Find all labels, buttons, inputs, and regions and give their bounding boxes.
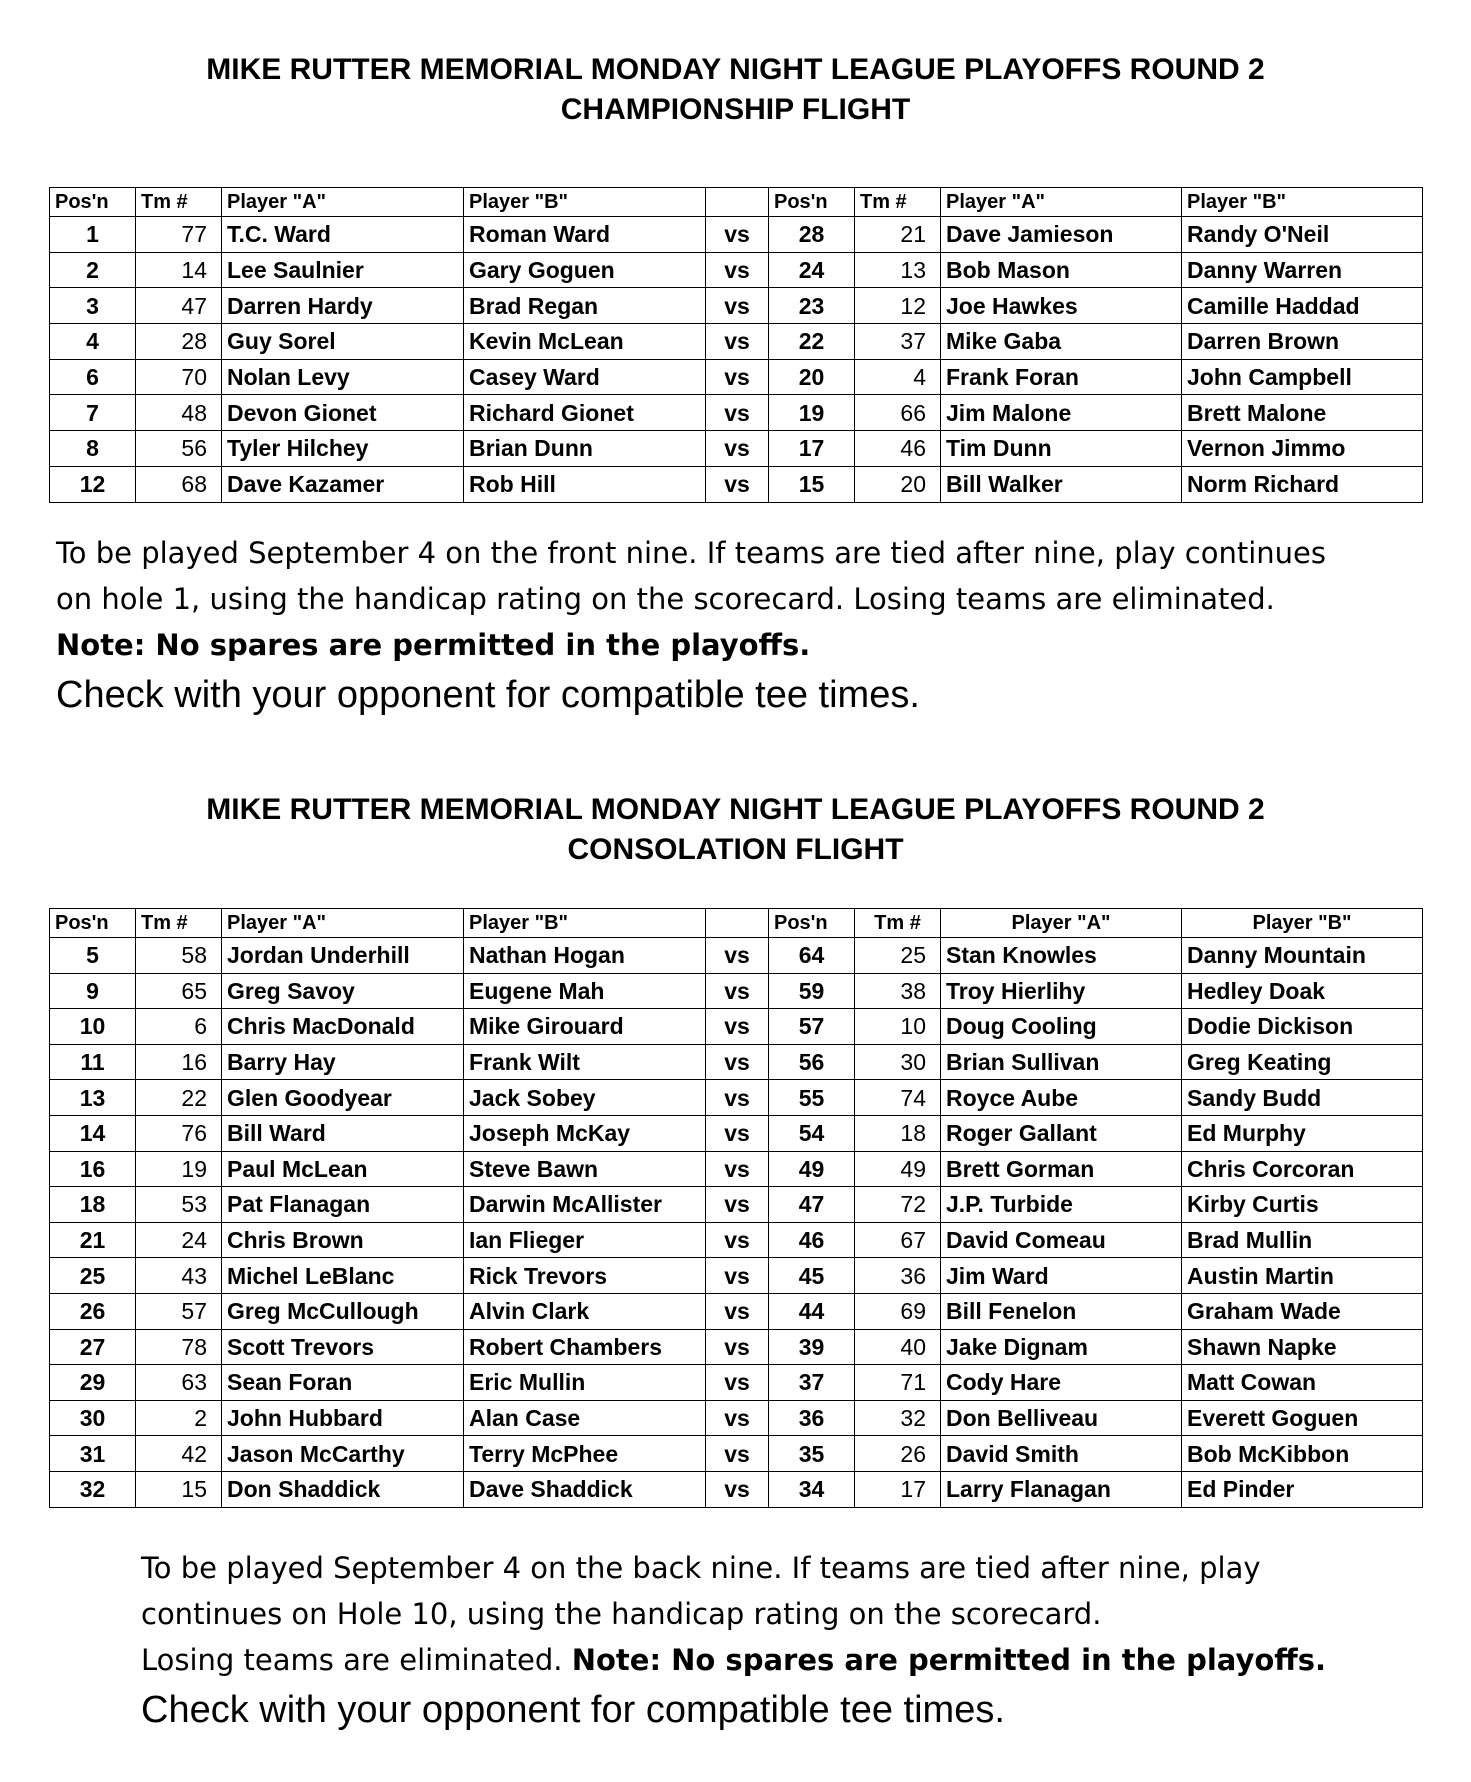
team-number-cell: 77 bbox=[136, 217, 222, 253]
team-number-cell: 47 bbox=[136, 288, 222, 324]
player-b-cell: Steve Bawn bbox=[464, 1151, 706, 1187]
versus-cell: vs bbox=[706, 1080, 769, 1116]
team-number-cell: 2 bbox=[136, 1400, 222, 1436]
opponent-position-cell: 54 bbox=[769, 1115, 855, 1151]
position-cell: 6 bbox=[50, 359, 136, 395]
opponent-player-a-cell: Jim Malone bbox=[941, 395, 1182, 431]
versus-cell: vs bbox=[706, 1365, 769, 1401]
opponent-team-number-cell: 30 bbox=[855, 1044, 941, 1080]
player-a-cell: Chris MacDonald bbox=[222, 1009, 464, 1045]
opponent-position-cell: 28 bbox=[769, 217, 855, 253]
opponent-position-cell: 24 bbox=[769, 252, 855, 288]
table-header-row bbox=[50, 188, 1423, 217]
table-row bbox=[50, 1329, 1423, 1365]
position-cell: 3 bbox=[50, 288, 136, 324]
player-b-cell: Frank Wilt bbox=[464, 1044, 706, 1080]
opponent-player-a-cell: Joe Hawkes bbox=[941, 288, 1182, 324]
consolation-check-note: Check with your opponent for compatible tee times. bbox=[141, 1689, 1005, 1731]
position-cell: 8 bbox=[50, 431, 136, 467]
opponent-position-cell: 17 bbox=[769, 431, 855, 467]
opponent-team-number-cell: 12 bbox=[855, 288, 941, 324]
column-header: Tm # bbox=[136, 188, 222, 217]
team-number-cell: 78 bbox=[136, 1329, 222, 1365]
table-row bbox=[50, 288, 1423, 324]
opponent-position-cell: 59 bbox=[769, 973, 855, 1009]
opponent-player-a-cell: J.P. Turbide bbox=[941, 1187, 1182, 1223]
consolation-title-line1: MIKE RUTTER MEMORIAL MONDAY NIGHT LEAGUE PLAYOFFS ROUND 2 bbox=[206, 793, 1265, 826]
versus-cell: vs bbox=[706, 1400, 769, 1436]
team-number-cell: 14 bbox=[136, 252, 222, 288]
opponent-player-b-cell: Sandy Budd bbox=[1182, 1080, 1423, 1116]
opponent-position-cell: 39 bbox=[769, 1329, 855, 1365]
opponent-player-b-cell: Brad Mullin bbox=[1182, 1222, 1423, 1258]
player-a-cell: Bill Ward bbox=[222, 1115, 464, 1151]
player-b-cell: Robert Chambers bbox=[464, 1329, 706, 1365]
player-b-cell: Eric Mullin bbox=[464, 1365, 706, 1401]
opponent-position-cell: 56 bbox=[769, 1044, 855, 1080]
consolation-note-line2: continues on Hole 10, using the handicap rating on the scorecard. bbox=[141, 1597, 1102, 1631]
player-a-cell: Greg McCullough bbox=[222, 1293, 464, 1329]
versus-cell: vs bbox=[706, 938, 769, 974]
opponent-player-a-cell: Frank Foran bbox=[941, 359, 1182, 395]
opponent-player-b-cell: Chris Corcoran bbox=[1182, 1151, 1423, 1187]
versus-cell: vs bbox=[706, 1222, 769, 1258]
opponent-player-a-cell: Larry Flanagan bbox=[941, 1471, 1182, 1507]
opponent-position-cell: 37 bbox=[769, 1365, 855, 1401]
team-number-cell: 56 bbox=[136, 431, 222, 467]
position-cell: 30 bbox=[50, 1400, 136, 1436]
opponent-player-a-cell: Bill Fenelon bbox=[941, 1293, 1182, 1329]
player-a-cell: T.C. Ward bbox=[222, 217, 464, 253]
position-cell: 14 bbox=[50, 1115, 136, 1151]
player-a-cell: Dave Kazamer bbox=[222, 466, 464, 502]
opponent-position-cell: 49 bbox=[769, 1151, 855, 1187]
team-number-cell: 43 bbox=[136, 1258, 222, 1294]
player-b-cell: Casey Ward bbox=[464, 359, 706, 395]
opponent-player-b-cell: Greg Keating bbox=[1182, 1044, 1423, 1080]
versus-cell: vs bbox=[706, 973, 769, 1009]
opponent-team-number-cell: 13 bbox=[855, 252, 941, 288]
opponent-team-number-cell: 17 bbox=[855, 1471, 941, 1507]
table-row bbox=[50, 1222, 1423, 1258]
column-header: Player "B" bbox=[464, 188, 706, 217]
column-header: Player "B" bbox=[1182, 909, 1423, 938]
player-a-cell: Nolan Levy bbox=[222, 359, 464, 395]
position-cell: 26 bbox=[50, 1293, 136, 1329]
table-row bbox=[50, 431, 1423, 467]
versus-cell: vs bbox=[706, 1471, 769, 1507]
opponent-player-a-cell: Bill Walker bbox=[941, 466, 1182, 502]
championship-title-line2: CHAMPIONSHIP FLIGHT bbox=[560, 93, 911, 126]
team-number-cell: 28 bbox=[136, 324, 222, 360]
position-cell: 7 bbox=[50, 395, 136, 431]
player-a-cell: Guy Sorel bbox=[222, 324, 464, 360]
opponent-team-number-cell: 32 bbox=[855, 1400, 941, 1436]
player-b-cell: Nathan Hogan bbox=[464, 938, 706, 974]
opponent-position-cell: 22 bbox=[769, 324, 855, 360]
table-row bbox=[50, 359, 1423, 395]
column-header bbox=[706, 188, 769, 217]
opponent-position-cell: 35 bbox=[769, 1436, 855, 1472]
position-cell: 18 bbox=[50, 1187, 136, 1223]
column-header: Tm # bbox=[855, 188, 941, 217]
column-header: Player "A" bbox=[941, 909, 1182, 938]
table-row bbox=[50, 324, 1423, 360]
player-b-cell: Richard Gionet bbox=[464, 395, 706, 431]
player-a-cell: Barry Hay bbox=[222, 1044, 464, 1080]
table-row bbox=[50, 1080, 1423, 1116]
team-number-cell: 48 bbox=[136, 395, 222, 431]
opponent-position-cell: 57 bbox=[769, 1009, 855, 1045]
table-row bbox=[50, 938, 1423, 974]
player-a-cell: Tyler Hilchey bbox=[222, 431, 464, 467]
opponent-team-number-cell: 49 bbox=[855, 1151, 941, 1187]
opponent-position-cell: 19 bbox=[769, 395, 855, 431]
opponent-player-a-cell: Doug Cooling bbox=[941, 1009, 1182, 1045]
opponent-team-number-cell: 36 bbox=[855, 1258, 941, 1294]
opponent-team-number-cell: 71 bbox=[855, 1365, 941, 1401]
table-row bbox=[50, 1471, 1423, 1507]
championship-title bbox=[0, 50, 1471, 130]
position-cell: 2 bbox=[50, 252, 136, 288]
versus-cell: vs bbox=[706, 1009, 769, 1045]
team-number-cell: 57 bbox=[136, 1293, 222, 1329]
opponent-player-b-cell: Everett Goguen bbox=[1182, 1400, 1423, 1436]
opponent-player-a-cell: Bob Mason bbox=[941, 252, 1182, 288]
opponent-player-a-cell: David Comeau bbox=[941, 1222, 1182, 1258]
team-number-cell: 68 bbox=[136, 466, 222, 502]
position-cell: 29 bbox=[50, 1365, 136, 1401]
team-number-cell: 65 bbox=[136, 973, 222, 1009]
table-row bbox=[50, 1115, 1423, 1151]
versus-cell: vs bbox=[706, 1293, 769, 1329]
opponent-position-cell: 47 bbox=[769, 1187, 855, 1223]
player-b-cell: Joseph McKay bbox=[464, 1115, 706, 1151]
opponent-player-b-cell: Kirby Curtis bbox=[1182, 1187, 1423, 1223]
position-cell: 9 bbox=[50, 973, 136, 1009]
opponent-player-b-cell: Camille Haddad bbox=[1182, 288, 1423, 324]
opponent-player-b-cell: Bob McKibbon bbox=[1182, 1436, 1423, 1472]
opponent-player-a-cell: Jake Dignam bbox=[941, 1329, 1182, 1365]
player-a-cell: Scott Trevors bbox=[222, 1329, 464, 1365]
opponent-player-a-cell: Brian Sullivan bbox=[941, 1044, 1182, 1080]
team-number-cell: 58 bbox=[136, 938, 222, 974]
opponent-player-b-cell: Randy O'Neil bbox=[1182, 217, 1423, 253]
championship-note bbox=[56, 530, 1356, 668]
opponent-player-a-cell: Roger Gallant bbox=[941, 1115, 1182, 1151]
table-row bbox=[50, 1009, 1423, 1045]
versus-cell: vs bbox=[706, 252, 769, 288]
team-number-cell: 6 bbox=[136, 1009, 222, 1045]
versus-cell: vs bbox=[706, 1187, 769, 1223]
opponent-player-b-cell: Ed Pinder bbox=[1182, 1471, 1423, 1507]
player-b-cell: Rick Trevors bbox=[464, 1258, 706, 1294]
opponent-player-b-cell: Austin Martin bbox=[1182, 1258, 1423, 1294]
position-cell: 13 bbox=[50, 1080, 136, 1116]
championship-title-line1: MIKE RUTTER MEMORIAL MONDAY NIGHT LEAGUE PLAYOFFS ROUND 2 bbox=[206, 53, 1265, 86]
table-row bbox=[50, 1151, 1423, 1187]
opponent-player-a-cell: Dave Jamieson bbox=[941, 217, 1182, 253]
versus-cell: vs bbox=[706, 466, 769, 502]
table-row bbox=[50, 1436, 1423, 1472]
opponent-team-number-cell: 69 bbox=[855, 1293, 941, 1329]
table-row bbox=[50, 1365, 1423, 1401]
team-number-cell: 19 bbox=[136, 1151, 222, 1187]
player-a-cell: Pat Flanagan bbox=[222, 1187, 464, 1223]
championship-table bbox=[49, 187, 1423, 503]
column-header: Pos'n bbox=[769, 909, 855, 938]
position-cell: 25 bbox=[50, 1258, 136, 1294]
column-header: Player "A" bbox=[222, 188, 464, 217]
versus-cell: vs bbox=[706, 431, 769, 467]
opponent-team-number-cell: 46 bbox=[855, 431, 941, 467]
consolation-note-line3: Losing teams are eliminated. bbox=[141, 1643, 572, 1677]
opponent-player-b-cell: Brett Malone bbox=[1182, 395, 1423, 431]
opponent-team-number-cell: 66 bbox=[855, 395, 941, 431]
opponent-player-a-cell: Don Belliveau bbox=[941, 1400, 1182, 1436]
team-number-cell: 42 bbox=[136, 1436, 222, 1472]
position-cell: 21 bbox=[50, 1222, 136, 1258]
opponent-player-b-cell: Dodie Dickison bbox=[1182, 1009, 1423, 1045]
player-b-cell: Gary Goguen bbox=[464, 252, 706, 288]
opponent-player-a-cell: Troy Hierlihy bbox=[941, 973, 1182, 1009]
opponent-player-a-cell: David Smith bbox=[941, 1436, 1182, 1472]
versus-cell: vs bbox=[706, 1258, 769, 1294]
player-b-cell: Darwin McAllister bbox=[464, 1187, 706, 1223]
opponent-player-b-cell: Danny Mountain bbox=[1182, 938, 1423, 974]
opponent-player-a-cell: Cody Hare bbox=[941, 1365, 1182, 1401]
opponent-team-number-cell: 38 bbox=[855, 973, 941, 1009]
opponent-player-b-cell: Vernon Jimmo bbox=[1182, 431, 1423, 467]
opponent-team-number-cell: 10 bbox=[855, 1009, 941, 1045]
position-cell: 4 bbox=[50, 324, 136, 360]
team-number-cell: 63 bbox=[136, 1365, 222, 1401]
table-row bbox=[50, 1258, 1423, 1294]
opponent-position-cell: 15 bbox=[769, 466, 855, 502]
player-b-cell: Ian Flieger bbox=[464, 1222, 706, 1258]
player-a-cell: Greg Savoy bbox=[222, 973, 464, 1009]
table-row bbox=[50, 1400, 1423, 1436]
team-number-cell: 70 bbox=[136, 359, 222, 395]
opponent-player-b-cell: Danny Warren bbox=[1182, 252, 1423, 288]
team-number-cell: 16 bbox=[136, 1044, 222, 1080]
versus-cell: vs bbox=[706, 217, 769, 253]
player-a-cell: Paul McLean bbox=[222, 1151, 464, 1187]
player-a-cell: Darren Hardy bbox=[222, 288, 464, 324]
table-row bbox=[50, 1293, 1423, 1329]
team-number-cell: 15 bbox=[136, 1471, 222, 1507]
consolation-table bbox=[49, 908, 1423, 1508]
opponent-player-a-cell: Mike Gaba bbox=[941, 324, 1182, 360]
column-header: Player "B" bbox=[1182, 188, 1423, 217]
team-number-cell: 53 bbox=[136, 1187, 222, 1223]
player-a-cell: Sean Foran bbox=[222, 1365, 464, 1401]
opponent-position-cell: 34 bbox=[769, 1471, 855, 1507]
opponent-team-number-cell: 25 bbox=[855, 938, 941, 974]
opponent-player-b-cell: Ed Murphy bbox=[1182, 1115, 1423, 1151]
position-cell: 32 bbox=[50, 1471, 136, 1507]
versus-cell: vs bbox=[706, 1436, 769, 1472]
player-b-cell: Brian Dunn bbox=[464, 431, 706, 467]
column-header: Tm # bbox=[855, 909, 941, 938]
opponent-position-cell: 64 bbox=[769, 938, 855, 974]
column-header: Player "A" bbox=[941, 188, 1182, 217]
opponent-player-a-cell: Royce Aube bbox=[941, 1080, 1182, 1116]
opponent-team-number-cell: 37 bbox=[855, 324, 941, 360]
position-cell: 12 bbox=[50, 466, 136, 502]
opponent-position-cell: 36 bbox=[769, 1400, 855, 1436]
opponent-player-b-cell: Norm Richard bbox=[1182, 466, 1423, 502]
column-header: Pos'n bbox=[769, 188, 855, 217]
opponent-player-a-cell: Tim Dunn bbox=[941, 431, 1182, 467]
opponent-team-number-cell: 26 bbox=[855, 1436, 941, 1472]
opponent-position-cell: 23 bbox=[769, 288, 855, 324]
opponent-team-number-cell: 72 bbox=[855, 1187, 941, 1223]
opponent-player-b-cell: Hedley Doak bbox=[1182, 973, 1423, 1009]
opponent-team-number-cell: 20 bbox=[855, 466, 941, 502]
opponent-player-b-cell: John Campbell bbox=[1182, 359, 1423, 395]
table-header-row bbox=[50, 909, 1423, 938]
opponent-team-number-cell: 40 bbox=[855, 1329, 941, 1365]
versus-cell: vs bbox=[706, 395, 769, 431]
player-b-cell: Mike Girouard bbox=[464, 1009, 706, 1045]
opponent-team-number-cell: 74 bbox=[855, 1080, 941, 1116]
opponent-position-cell: 55 bbox=[769, 1080, 855, 1116]
versus-cell: vs bbox=[706, 359, 769, 395]
opponent-player-b-cell: Shawn Napke bbox=[1182, 1329, 1423, 1365]
player-a-cell: Jordan Underhill bbox=[222, 938, 464, 974]
position-cell: 11 bbox=[50, 1044, 136, 1080]
column-header bbox=[706, 909, 769, 938]
column-header: Tm # bbox=[136, 909, 222, 938]
player-a-cell: Jason McCarthy bbox=[222, 1436, 464, 1472]
column-header: Player "A" bbox=[222, 909, 464, 938]
player-b-cell: Jack Sobey bbox=[464, 1080, 706, 1116]
column-header: Pos'n bbox=[50, 188, 136, 217]
position-cell: 10 bbox=[50, 1009, 136, 1045]
opponent-position-cell: 45 bbox=[769, 1258, 855, 1294]
team-number-cell: 22 bbox=[136, 1080, 222, 1116]
versus-cell: vs bbox=[706, 288, 769, 324]
player-b-cell: Kevin McLean bbox=[464, 324, 706, 360]
player-b-cell: Dave Shaddick bbox=[464, 1471, 706, 1507]
team-number-cell: 24 bbox=[136, 1222, 222, 1258]
opponent-player-b-cell: Matt Cowan bbox=[1182, 1365, 1423, 1401]
player-b-cell: Rob Hill bbox=[464, 466, 706, 502]
player-a-cell: Devon Gionet bbox=[222, 395, 464, 431]
player-a-cell: John Hubbard bbox=[222, 1400, 464, 1436]
table-row bbox=[50, 1044, 1423, 1080]
player-b-cell: Terry McPhee bbox=[464, 1436, 706, 1472]
championship-note-bold: Note: No spares are permitted in the playoffs. bbox=[56, 628, 811, 662]
opponent-position-cell: 46 bbox=[769, 1222, 855, 1258]
player-b-cell: Brad Regan bbox=[464, 288, 706, 324]
player-a-cell: Don Shaddick bbox=[222, 1471, 464, 1507]
opponent-position-cell: 20 bbox=[769, 359, 855, 395]
table-row bbox=[50, 466, 1423, 502]
versus-cell: vs bbox=[706, 1151, 769, 1187]
versus-cell: vs bbox=[706, 324, 769, 360]
column-header: Pos'n bbox=[50, 909, 136, 938]
opponent-position-cell: 44 bbox=[769, 1293, 855, 1329]
opponent-team-number-cell: 21 bbox=[855, 217, 941, 253]
opponent-player-b-cell: Graham Wade bbox=[1182, 1293, 1423, 1329]
position-cell: 27 bbox=[50, 1329, 136, 1365]
player-b-cell: Eugene Mah bbox=[464, 973, 706, 1009]
consolation-title-line2: CONSOLATION FLIGHT bbox=[567, 833, 904, 866]
versus-cell: vs bbox=[706, 1329, 769, 1365]
opponent-player-a-cell: Stan Knowles bbox=[941, 938, 1182, 974]
table-row bbox=[50, 395, 1423, 431]
player-b-cell: Roman Ward bbox=[464, 217, 706, 253]
championship-note-text: To be played September 4 on the front nine. If teams are tied after nine, play continues on hole 1, using the handicap rating on the scorecard. Losing teams are eliminated. bbox=[56, 536, 1327, 616]
consolation-note bbox=[141, 1545, 1441, 1683]
team-number-cell: 76 bbox=[136, 1115, 222, 1151]
opponent-team-number-cell: 67 bbox=[855, 1222, 941, 1258]
player-b-cell: Alvin Clark bbox=[464, 1293, 706, 1329]
consolation-note-bold: Note: No spares are permitted in the playoffs. bbox=[571, 1643, 1327, 1677]
versus-cell: vs bbox=[706, 1115, 769, 1151]
player-a-cell: Lee Saulnier bbox=[222, 252, 464, 288]
player-a-cell: Glen Goodyear bbox=[222, 1080, 464, 1116]
player-a-cell: Chris Brown bbox=[222, 1222, 464, 1258]
consolation-note-line1: To be played September 4 on the back nine. If teams are tied after nine, play bbox=[141, 1551, 1261, 1585]
position-cell: 5 bbox=[50, 938, 136, 974]
table-row bbox=[50, 1187, 1423, 1223]
position-cell: 31 bbox=[50, 1436, 136, 1472]
opponent-team-number-cell: 4 bbox=[855, 359, 941, 395]
consolation-title bbox=[0, 790, 1471, 870]
column-header: Player "B" bbox=[464, 909, 706, 938]
player-a-cell: Michel LeBlanc bbox=[222, 1258, 464, 1294]
table-row bbox=[50, 973, 1423, 1009]
player-b-cell: Alan Case bbox=[464, 1400, 706, 1436]
opponent-player-b-cell: Darren Brown bbox=[1182, 324, 1423, 360]
position-cell: 16 bbox=[50, 1151, 136, 1187]
opponent-team-number-cell: 18 bbox=[855, 1115, 941, 1151]
table-row bbox=[50, 252, 1423, 288]
championship-check-note: Check with your opponent for compatible tee times. bbox=[56, 674, 920, 716]
position-cell: 1 bbox=[50, 217, 136, 253]
opponent-player-a-cell: Jim Ward bbox=[941, 1258, 1182, 1294]
table-row bbox=[50, 217, 1423, 253]
versus-cell: vs bbox=[706, 1044, 769, 1080]
opponent-player-a-cell: Brett Gorman bbox=[941, 1151, 1182, 1187]
